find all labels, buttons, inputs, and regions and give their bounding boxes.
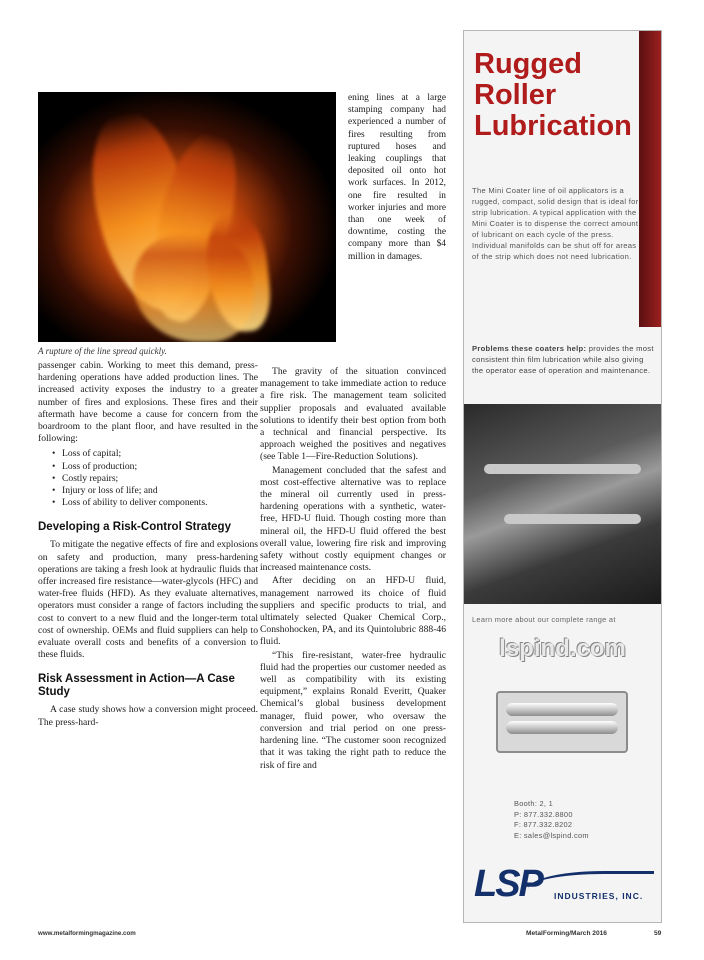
ad-url: lspind.com: [499, 635, 626, 662]
contact-line: Booth: 2, 1: [514, 799, 554, 808]
bullet-item: • Loss of capital;: [52, 448, 258, 460]
ad-subtext: [472, 343, 657, 376]
contact-line: F: 877.332.8202: [514, 820, 573, 829]
ad-red-bar: [639, 31, 661, 327]
column-right-wrap: [348, 92, 446, 264]
section-heading: Developing a Risk-Control Strategy: [38, 521, 231, 534]
bullet-item: • Costly repairs;: [52, 473, 258, 485]
bullet-item: • Loss of ability to deliver components.: [52, 497, 258, 509]
contact-line: P: 877.332.8800: [514, 809, 573, 819]
paragraph: Management concluded that the safest and most cost-effective alternative was to replace the mineral oil currently used in press-hardening operations with a synthetic, water-free, HFD-U fluid. Though costing more than mineral oil, the HFD-U fluid offered the best overall value, lowering fire risk and improving safety without costly equipment changes or increased maintenance costs.: [260, 464, 446, 574]
ad-title: Rugged Roller Lubrication: [474, 48, 632, 142]
fire-photo: [38, 92, 336, 342]
paragraph: The gravity of the situation convinced management to take immediate action to reduce a fire risk. The management team solicited supplier proposals and evaluated available solutions to identify their best option from both a technical and financial perspective. Its approach weighed the positives and negatives (see Table 1—Fire-Reduction Solutions).: [260, 366, 446, 463]
footer-website: www.metalformingmagazine.com: [38, 930, 136, 937]
ad-subtext-rest: provides the most consistent thin film lubrication while also giving the operator ease of operation and maintenance.: [472, 344, 654, 375]
ad-body: The Mini Coater line of oil applicators is a rugged, compact, solid design that is ideal for strip lubrication. A typical application with the Mini Coater is to dispense the correct amount of lubricant on each cycle of the press. Individual manifolds can be shut off for areas of the strip which does not need lubrication.: [472, 186, 639, 261]
ad-subtext-bold: Problems these coaters help:: [472, 344, 587, 353]
lsp-logo: [474, 863, 654, 915]
advertisement: [463, 30, 662, 923]
logo-subtext: INDUSTRIES, INC.: [554, 891, 644, 901]
column-right: [260, 366, 446, 773]
bullet-list: [38, 448, 258, 509]
section-heading: Risk Assessment in Action—A Case Study: [38, 673, 235, 699]
contact-line: E: sales@lspind.com: [514, 830, 589, 840]
figure-caption: A rupture of the line spread quickly.: [38, 346, 167, 356]
roller-coater-image: [490, 681, 635, 771]
paragraph: passenger cabin. Working to meet this demand, press-hardening operations have added production lines. The increased activity exposes the industry to a greater number of fires and explosions. These fires and their aftermath have become a cause for concern from the boardroom to the plant floor, and have resulted in the following:: [38, 360, 258, 445]
paragraph: ening lines at a large stamping company had experienced a number of fires resulting from ruptured hoses and leaking couplings that deposited oil onto hot work surfaces. In 2012, one fire resulted in worker injuries and more than one week of downtime, costing the company more than $4 million in damages.: [348, 93, 446, 262]
ad-contact: [514, 799, 644, 841]
logo-text: LSP: [474, 863, 542, 905]
paragraph: “This fire-resistant, water-free hydraulic fluid had the properties our customer needed as well as compatibility with its existing equipment,” explains Ronald Everitt, Quaker Chemical’s global business development manager, fluid power, who oversaw the conversion and trial period on one press-hardening line. “The customer soon recognized that it was taking the right path to reduce the risk of fire and: [260, 649, 446, 771]
page-number: 59: [654, 930, 662, 937]
paragraph: To mitigate the negative effects of fire and explosions on safety and production, many press-hardening operations are taking a fresh look at hydraulic fluids that offer increased fire resistance—water-glycols (HFC) and water-free fluids (HFD). As they evaluate alternatives, operators must consider a range of factors including the cost to convert to a new fluid and the longer-term total cost of ownership. OEMs and fluid suppliers can help to evaluate overall costs and benefits of a conversion to these fluids.: [38, 539, 258, 661]
ad-visit-text: Learn more about our complete range at: [472, 615, 616, 624]
paragraph: A case study shows how a conversion might proceed. The press-hard-: [38, 704, 258, 728]
footer-issue: MetalForming/March 2016: [526, 930, 607, 937]
column-left: [38, 360, 258, 730]
ad-machine-photo: [464, 404, 661, 604]
bullet-item: • Loss of production;: [52, 461, 258, 473]
paragraph: After deciding on an HFD-U fluid, management narrowed its choice of fluid suppliers and specific products to trial, and ultimately selected Quaker Chemical Corp., Conshohocken, PA, and its Quintolubric 888-46 fluid.: [260, 575, 446, 648]
bullet-item: • Injury or loss of life; and: [52, 485, 258, 497]
